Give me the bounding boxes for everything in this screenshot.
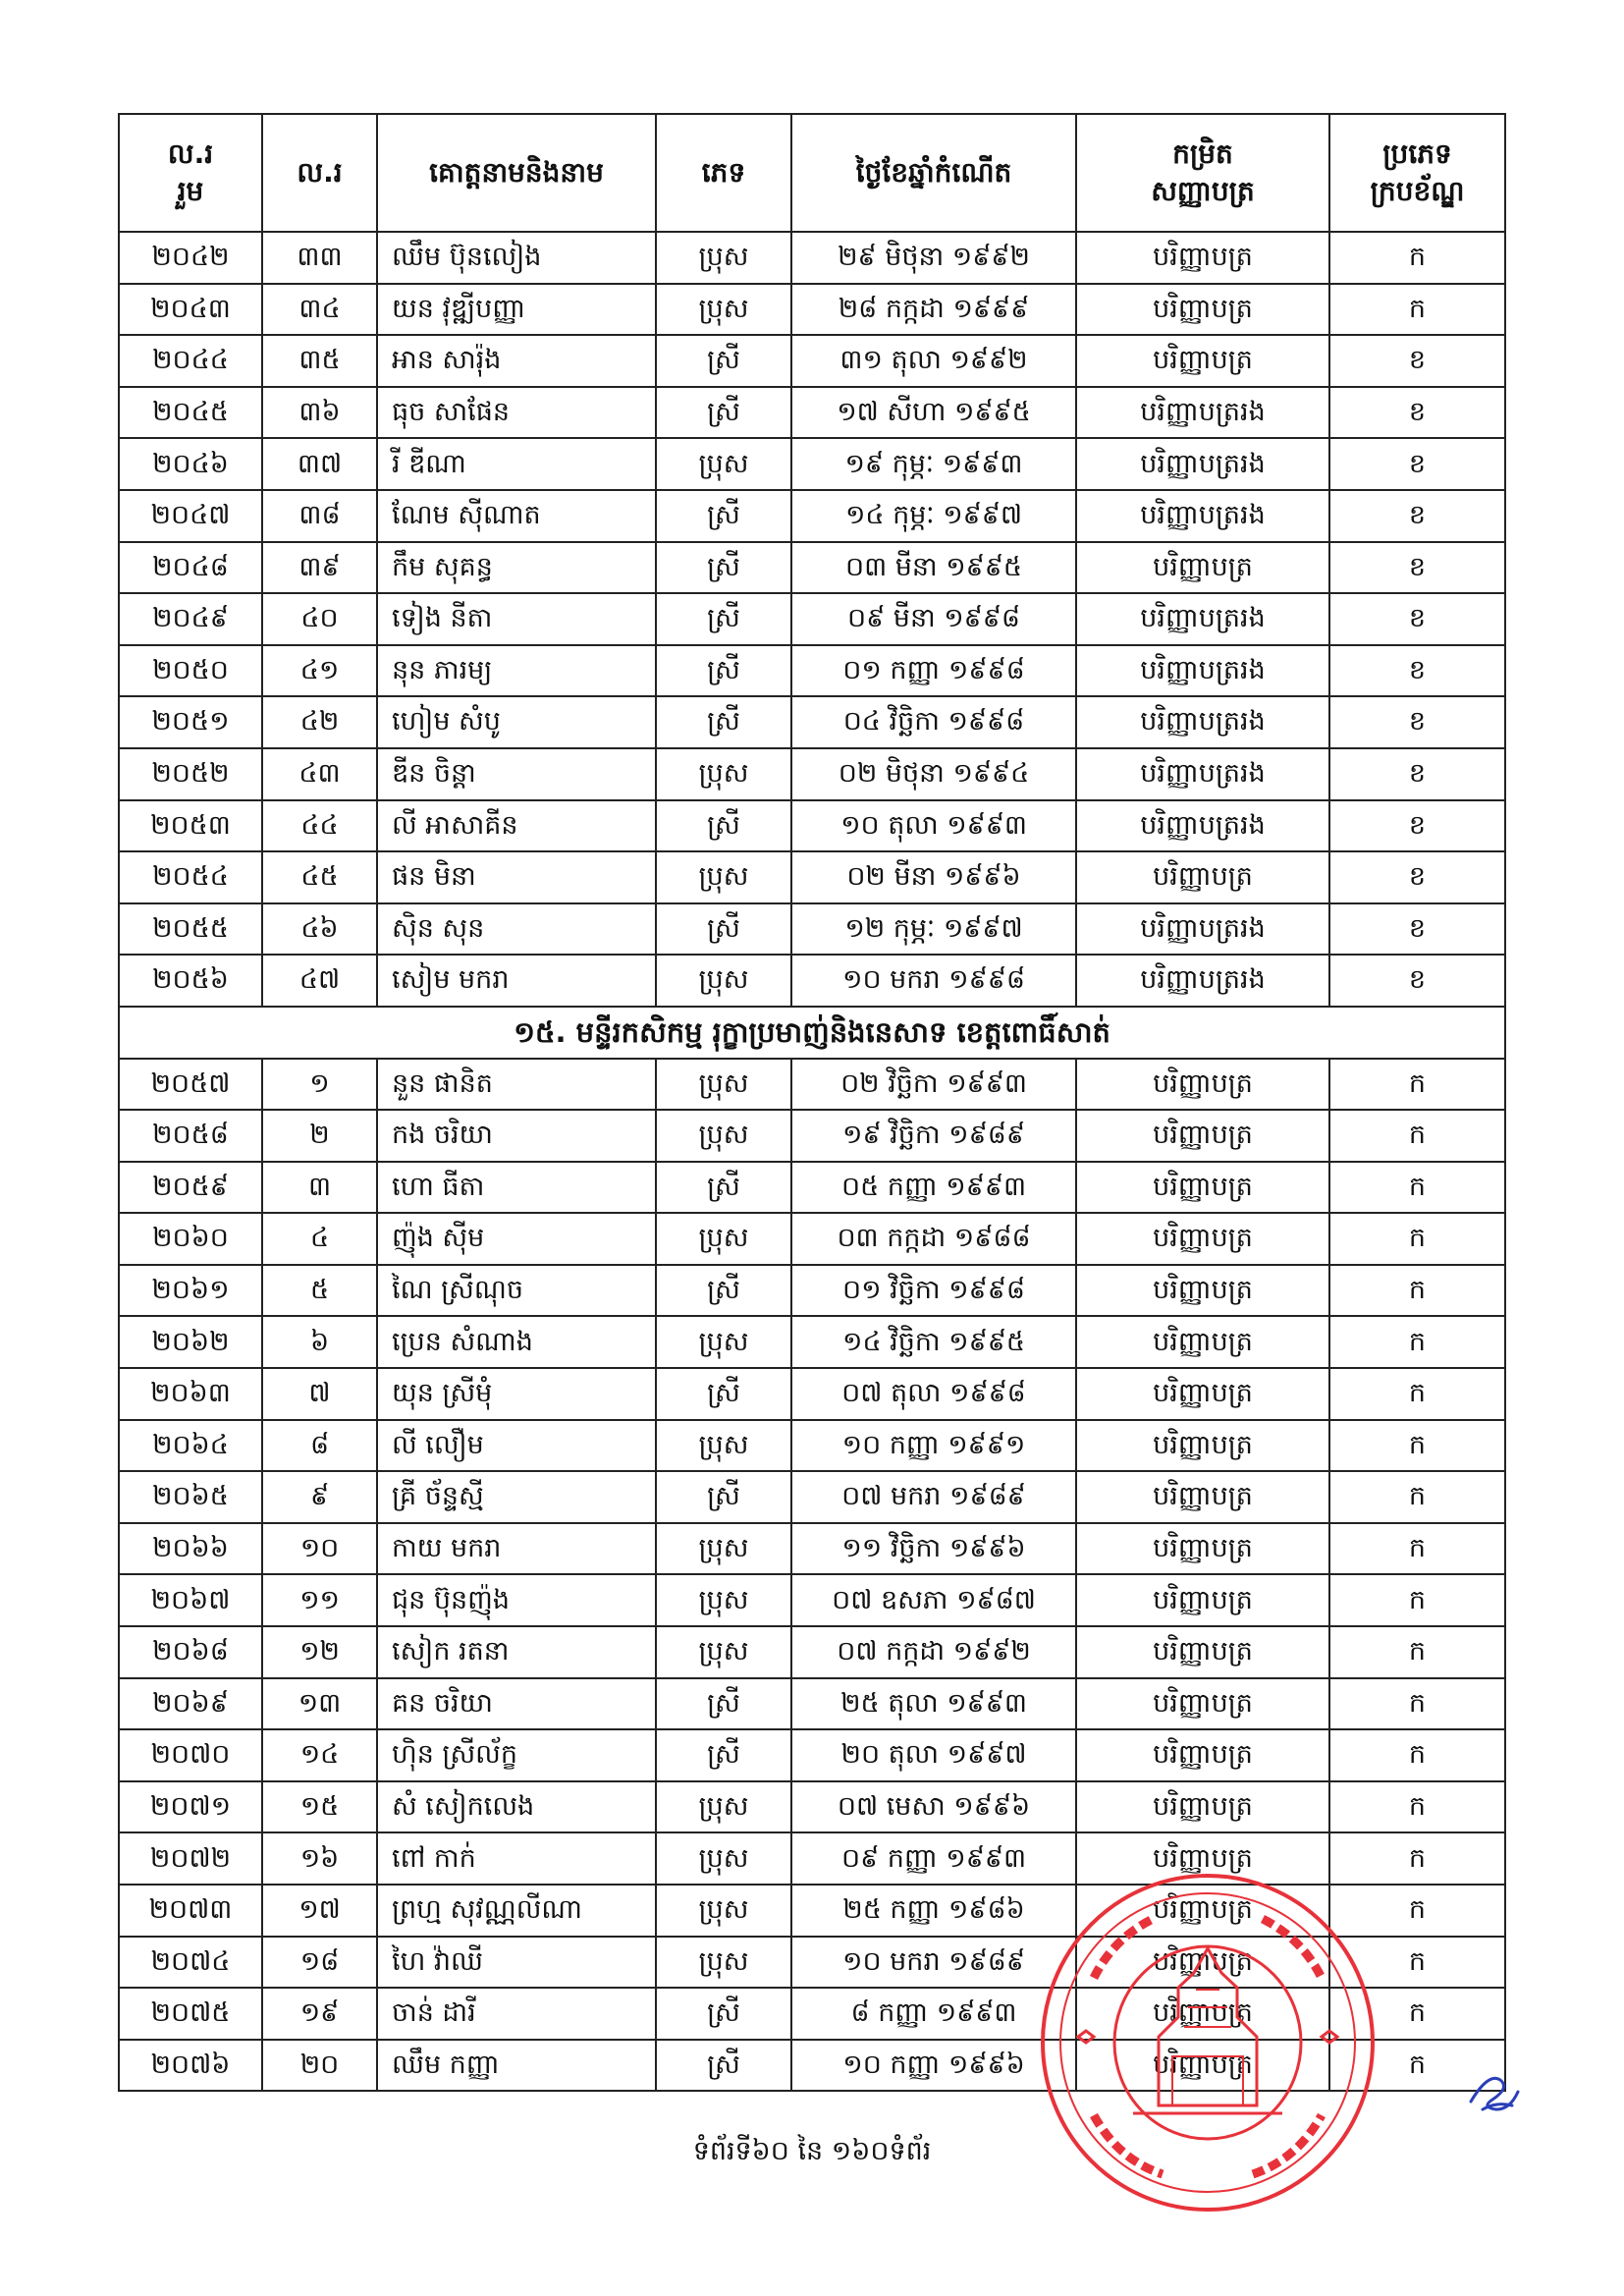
- cell-no: ២០: [262, 2040, 377, 2092]
- cell-name: នួន ផានិត: [377, 1059, 656, 1111]
- table-row: [119, 542, 1505, 594]
- section-row: [119, 1007, 1505, 1059]
- cell-name: រី ឌីណា: [377, 438, 656, 490]
- cell-category: ក: [1329, 1781, 1505, 1833]
- cell-category: ក: [1329, 284, 1505, 336]
- table-row: [119, 1316, 1505, 1368]
- cell-sex: ប្រុស: [656, 1420, 791, 1472]
- cell-name: គន ចរិយា: [377, 1678, 656, 1730]
- cell-overall-no: ២០៦៣: [119, 1368, 262, 1420]
- cell-overall-no: ២០៦១: [119, 1265, 262, 1317]
- cell-category: ក: [1329, 1937, 1505, 1989]
- cell-no: ៥: [262, 1265, 377, 1317]
- cell-birthdate: ១១ វិច្ឆិកា ១៩៩៦: [791, 1523, 1076, 1575]
- cell-degree: បរិញ្ញាបត្រ: [1076, 1420, 1329, 1472]
- cell-degree: បរិញ្ញាបត្ររង: [1076, 645, 1329, 697]
- section-title: ១៥. មន្ទីរកសិកម្ម រុក្ខាប្រមាញ់និងនេសាទ ខេត្តពោធិ៍សាត់: [119, 1007, 1505, 1059]
- cell-overall-no: ២០៦៩: [119, 1678, 262, 1730]
- cell-degree: បរិញ្ញាបត្រ: [1076, 1678, 1329, 1730]
- cell-sex: ប្រុស: [656, 1626, 791, 1678]
- cell-degree: បរិញ្ញាបត្រ: [1076, 2040, 1329, 2092]
- cell-category: ក: [1329, 1678, 1505, 1730]
- cell-sex: ប្រុស: [656, 851, 791, 903]
- cell-category: ក: [1329, 1420, 1505, 1472]
- cell-category: ខ: [1329, 542, 1505, 594]
- cell-birthdate: ២០ តុលា ១៩៩៧: [791, 1729, 1076, 1781]
- cell-overall-no: ២០៥៣: [119, 800, 262, 852]
- cell-no: ៦: [262, 1316, 377, 1368]
- cell-sex: ស្រី: [656, 387, 791, 439]
- cell-sex: ស្រី: [656, 1471, 791, 1523]
- cell-birthdate: ២៨ កក្កដា ១៩៩៩: [791, 284, 1076, 336]
- table-row: [119, 1523, 1505, 1575]
- cell-overall-no: ២០៥១: [119, 696, 262, 748]
- cell-birthdate: ៣១ តុលា ១៩៩២: [791, 335, 1076, 387]
- cell-overall-no: ២០៥៥: [119, 903, 262, 956]
- cell-no: ៣៦: [262, 387, 377, 439]
- cell-category: ខ: [1329, 903, 1505, 956]
- header-birthdate: ថ្ងៃខែឆ្នាំកំណើត: [791, 114, 1076, 232]
- cell-name: ហ៊ិន ស្រីល័ក្ខ: [377, 1729, 656, 1781]
- cell-overall-no: ២០៤៨: [119, 542, 262, 594]
- cell-category: ក: [1329, 1523, 1505, 1575]
- cell-sex: ប្រុស: [656, 1213, 791, 1265]
- cell-sex: ប្រុស: [656, 1110, 791, 1162]
- cell-no: ៣៥: [262, 335, 377, 387]
- cell-category: ក: [1329, 1988, 1505, 2040]
- cell-overall-no: ២០៧៤: [119, 1937, 262, 1989]
- cell-no: ៤២: [262, 696, 377, 748]
- cell-birthdate: ០៧ កក្កដា ១៩៩២: [791, 1626, 1076, 1678]
- cell-no: ១០: [262, 1523, 377, 1575]
- cell-name: ជុន ប៊ុនញ៉ុង: [377, 1574, 656, 1626]
- cell-name: កឹម សុគន្ធ: [377, 542, 656, 594]
- cell-no: ៣: [262, 1162, 377, 1214]
- cell-overall-no: ២០៧៣: [119, 1885, 262, 1937]
- cell-no: ៣៩: [262, 542, 377, 594]
- cell-sex: ប្រុស: [656, 284, 791, 336]
- cell-overall-no: ២០៤៧: [119, 490, 262, 542]
- table-row: [119, 438, 1505, 490]
- cell-birthdate: ០៣ កក្កដា ១៩៨៨: [791, 1213, 1076, 1265]
- cell-category: ក: [1329, 1162, 1505, 1214]
- table-row: [119, 335, 1505, 387]
- cell-name: លី លឿម: [377, 1420, 656, 1472]
- cell-no: ១៣: [262, 1678, 377, 1730]
- cell-overall-no: ២០៧២: [119, 1832, 262, 1885]
- cell-sex: ស្រី: [656, 1678, 791, 1730]
- cell-no: ១៧: [262, 1885, 377, 1937]
- cell-overall-no: ២០៥៤: [119, 851, 262, 903]
- cell-no: ៤១: [262, 645, 377, 697]
- cell-category: ក: [1329, 1574, 1505, 1626]
- cell-degree: បរិញ្ញាបត្រ: [1076, 1781, 1329, 1833]
- cell-birthdate: ១០ តុលា ១៩៩៣: [791, 800, 1076, 852]
- cell-no: ៤: [262, 1213, 377, 1265]
- cell-name: កង ចរិយា: [377, 1110, 656, 1162]
- cell-degree: បរិញ្ញាបត្រ: [1076, 1368, 1329, 1420]
- cell-overall-no: ២០៥៩: [119, 1162, 262, 1214]
- cell-sex: ស្រី: [656, 593, 791, 645]
- cell-category: ក: [1329, 2040, 1505, 2092]
- header-overall-no: ល.រ រួម: [119, 114, 262, 232]
- cell-birthdate: ០២ មិថុនា ១៩៩៤: [791, 748, 1076, 800]
- cell-name: ហៀម សំបូ: [377, 696, 656, 748]
- cell-overall-no: ២០៤៥: [119, 387, 262, 439]
- cell-no: ១២: [262, 1626, 377, 1678]
- cell-sex: ប្រុស: [656, 1832, 791, 1885]
- table-row: [119, 593, 1505, 645]
- cell-name: កាយ មករា: [377, 1523, 656, 1575]
- header-name: គោត្តនាមនិងនាម: [377, 114, 656, 232]
- cell-birthdate: ១៩ កុម្ភៈ ១៩៩៣: [791, 438, 1076, 490]
- cell-name: នុន ភារម្យ: [377, 645, 656, 697]
- cell-name: ពៅ កាក់: [377, 1832, 656, 1885]
- table-row: [119, 1574, 1505, 1626]
- cell-birthdate: ០៩ មីនា ១៩៩៨: [791, 593, 1076, 645]
- cell-birthdate: ០៧ ឧសភា ១៩៨៧: [791, 1574, 1076, 1626]
- cell-no: ៣៤: [262, 284, 377, 336]
- cell-sex: ស្រី: [656, 1265, 791, 1317]
- table-row: [119, 1781, 1505, 1833]
- cell-sex: ប្រុស: [656, 1574, 791, 1626]
- cell-sex: ស្រី: [656, 1729, 791, 1781]
- signature-mark: [1463, 2070, 1522, 2119]
- cell-birthdate: ២៥ តុលា ១៩៩៣: [791, 1678, 1076, 1730]
- cell-overall-no: ២០៧១: [119, 1781, 262, 1833]
- table-row: [119, 1626, 1505, 1678]
- cell-degree: បរិញ្ញាបត្ររង: [1076, 955, 1329, 1007]
- cell-category: ខ: [1329, 748, 1505, 800]
- cell-sex: ប្រុស: [656, 1781, 791, 1833]
- table-row: [119, 1678, 1505, 1730]
- cell-birthdate: ២៩ មិថុនា ១៩៩២: [791, 232, 1076, 284]
- table-row: [119, 1471, 1505, 1523]
- cell-category: ក: [1329, 1316, 1505, 1368]
- cell-overall-no: ២០៧៥: [119, 1988, 262, 2040]
- cell-no: ៧: [262, 1368, 377, 1420]
- cell-overall-no: ២០៦២: [119, 1316, 262, 1368]
- cell-name: ផន មិនា: [377, 851, 656, 903]
- cell-degree: បរិញ្ញាបត្រ: [1076, 284, 1329, 336]
- cell-sex: ស្រី: [656, 2040, 791, 2092]
- table-row: [119, 387, 1505, 439]
- cell-overall-no: ២០៥៨: [119, 1110, 262, 1162]
- cell-degree: បរិញ្ញាបត្ររង: [1076, 387, 1329, 439]
- cell-no: ១: [262, 1059, 377, 1111]
- cell-birthdate: ២៥ កញ្ញា ១៩៨៦: [791, 1885, 1076, 1937]
- cell-degree: បរិញ្ញាបត្រ: [1076, 1213, 1329, 1265]
- cell-name: ព្រហ្ម សុវណ្ណលីណា: [377, 1885, 656, 1937]
- cell-name: ទៀង នីតា: [377, 593, 656, 645]
- cell-name: ណៃ ស្រីណុច: [377, 1265, 656, 1317]
- cell-sex: ប្រុស: [656, 438, 791, 490]
- cell-sex: ប្រុស: [656, 1885, 791, 1937]
- cell-sex: ប្រុស: [656, 748, 791, 800]
- cell-name: អាន សារ៉ុង: [377, 335, 656, 387]
- cell-no: ៩: [262, 1471, 377, 1523]
- cell-no: ៤៥: [262, 851, 377, 903]
- cell-name: សៀក រតនា: [377, 1626, 656, 1678]
- cell-name: ណែម ស៊ីណាត: [377, 490, 656, 542]
- cell-degree: បរិញ្ញាបត្រ: [1076, 335, 1329, 387]
- table-row: [119, 1110, 1505, 1162]
- header-degree: កម្រិត សញ្ញាបត្រ: [1076, 114, 1329, 232]
- cell-birthdate: ១៩ វិច្ឆិកា ១៩៨៩: [791, 1110, 1076, 1162]
- table-row: [119, 490, 1505, 542]
- cell-degree: បរិញ្ញាបត្រ: [1076, 851, 1329, 903]
- cell-overall-no: ២០៦៧: [119, 1574, 262, 1626]
- cell-no: ១១: [262, 1574, 377, 1626]
- table-row: [119, 1059, 1505, 1111]
- cell-no: ៨: [262, 1420, 377, 1472]
- cell-degree: បរិញ្ញាបត្រ: [1076, 1937, 1329, 1989]
- table-row: [119, 1213, 1505, 1265]
- cell-name: ស៊ិន សុន: [377, 903, 656, 956]
- cell-degree: បរិញ្ញាបត្ររង: [1076, 438, 1329, 490]
- cell-birthdate: ០១ វិច្ឆិកា ១៩៩៨: [791, 1265, 1076, 1317]
- cell-category: ក: [1329, 232, 1505, 284]
- cell-sex: ស្រី: [656, 1988, 791, 2040]
- cell-category: ខ: [1329, 438, 1505, 490]
- table-header-row: [119, 114, 1505, 232]
- cell-name: គ្រី ច័ន្ទស្មី: [377, 1471, 656, 1523]
- header-no: ល.រ: [262, 114, 377, 232]
- cell-birthdate: ០១ កញ្ញា ១៩៩៨: [791, 645, 1076, 697]
- cell-birthdate: ០៧ តុលា ១៩៩៨: [791, 1368, 1076, 1420]
- cell-name: សៀម មករា: [377, 955, 656, 1007]
- cell-birthdate: ០៣ មីនា ១៩៩៥: [791, 542, 1076, 594]
- cell-overall-no: ២០៧០: [119, 1729, 262, 1781]
- cell-category: ខ: [1329, 593, 1505, 645]
- cell-birthdate: ០៩ កញ្ញា ១៩៩៣: [791, 1832, 1076, 1885]
- cell-birthdate: ១០ កញ្ញា ១៩៩១: [791, 1420, 1076, 1472]
- cell-sex: ប្រុស: [656, 1316, 791, 1368]
- cell-name: ប្រេន សំណាង: [377, 1316, 656, 1368]
- cell-no: ៣៣: [262, 232, 377, 284]
- official-seal: [1035, 1870, 1380, 2215]
- cell-birthdate: ៨ កញ្ញា ១៩៩៣: [791, 1988, 1076, 2040]
- cell-degree: បរិញ្ញាបត្រ: [1076, 1110, 1329, 1162]
- table-row: [119, 1265, 1505, 1317]
- cell-no: ៤០: [262, 593, 377, 645]
- cell-category: ក: [1329, 1059, 1505, 1111]
- table-row: [119, 903, 1505, 956]
- cell-no: ៤៧: [262, 955, 377, 1007]
- cell-no: ១៨: [262, 1937, 377, 1989]
- cell-sex: ស្រី: [656, 335, 791, 387]
- table-row: [119, 1729, 1505, 1781]
- cell-overall-no: ២០៦៨: [119, 1626, 262, 1678]
- cell-category: ខ: [1329, 851, 1505, 903]
- cell-sex: ស្រី: [656, 645, 791, 697]
- cell-overall-no: ២០៥២: [119, 748, 262, 800]
- cell-name: ឈឹម កញ្ញា: [377, 2040, 656, 2092]
- cell-overall-no: ២០៥៦: [119, 955, 262, 1007]
- cell-sex: ស្រី: [656, 1162, 791, 1214]
- cell-degree: បរិញ្ញាបត្ររង: [1076, 696, 1329, 748]
- cell-overall-no: ២០៤២: [119, 232, 262, 284]
- cell-overall-no: ២០៦៤: [119, 1420, 262, 1472]
- cell-sex: ប្រុស: [656, 955, 791, 1007]
- cell-category: ក: [1329, 1265, 1505, 1317]
- cell-overall-no: ២០៥០: [119, 645, 262, 697]
- cell-no: ២: [262, 1110, 377, 1162]
- staff-table: [118, 113, 1506, 2092]
- cell-name: ឌីន ចិន្តា: [377, 748, 656, 800]
- cell-category: ខ: [1329, 335, 1505, 387]
- cell-degree: បរិញ្ញាបត្រ: [1076, 1988, 1329, 2040]
- cell-degree: បរិញ្ញាបត្រ: [1076, 1885, 1329, 1937]
- header-sex: ភេទ: [656, 114, 791, 232]
- cell-overall-no: ២០៦០: [119, 1213, 262, 1265]
- cell-degree: បរិញ្ញាបត្រ: [1076, 1265, 1329, 1317]
- cell-name: ធុច សាផែន: [377, 387, 656, 439]
- cell-name: ហោ ធីតា: [377, 1162, 656, 1214]
- cell-name: យុន ស្រីមុំ: [377, 1368, 656, 1420]
- table-row: [119, 1162, 1505, 1214]
- cell-name: យន វុឌ្ឍីបញ្ញា: [377, 284, 656, 336]
- cell-sex: ស្រី: [656, 490, 791, 542]
- cell-no: ៤៣: [262, 748, 377, 800]
- cell-no: ៣៧: [262, 438, 377, 490]
- cell-degree: បរិញ្ញាបត្រ: [1076, 1316, 1329, 1368]
- table-row: [119, 232, 1505, 284]
- cell-birthdate: ០២ វិច្ឆិកា ១៩៩៣: [791, 1059, 1076, 1111]
- cell-degree: បរិញ្ញាបត្ររង: [1076, 903, 1329, 956]
- table-row: [119, 696, 1505, 748]
- cell-birthdate: ១៤ វិច្ឆិកា ១៩៩៥: [791, 1316, 1076, 1368]
- header-category: ប្រភេទ ក្របខ័ណ្ឌ: [1329, 114, 1505, 232]
- cell-name: សំ សៀកលេង: [377, 1781, 656, 1833]
- cell-birthdate: ១២ កុម្ភៈ ១៩៩៧: [791, 903, 1076, 956]
- cell-degree: បរិញ្ញាបត្ររង: [1076, 490, 1329, 542]
- cell-category: ខ: [1329, 645, 1505, 697]
- cell-no: ៣៨: [262, 490, 377, 542]
- cell-category: ក: [1329, 1471, 1505, 1523]
- cell-degree: បរិញ្ញាបត្រ: [1076, 232, 1329, 284]
- table-row: [119, 1368, 1505, 1420]
- cell-degree: បរិញ្ញាបត្រ: [1076, 542, 1329, 594]
- cell-overall-no: ២០៤៩: [119, 593, 262, 645]
- cell-birthdate: ០៤ វិច្ឆិកា ១៩៩៨: [791, 696, 1076, 748]
- cell-category: ក: [1329, 1729, 1505, 1781]
- table-row: [119, 800, 1505, 852]
- cell-overall-no: ២០៦៦: [119, 1523, 262, 1575]
- cell-category: ខ: [1329, 800, 1505, 852]
- cell-category: ក: [1329, 1832, 1505, 1885]
- cell-degree: បរិញ្ញាបត្រ: [1076, 1471, 1329, 1523]
- cell-no: ១៦: [262, 1832, 377, 1885]
- cell-degree: បរិញ្ញាបត្ររង: [1076, 593, 1329, 645]
- cell-sex: ប្រុស: [656, 1937, 791, 1989]
- cell-category: ក: [1329, 1213, 1505, 1265]
- table-row: [119, 645, 1505, 697]
- cell-name: ញ៉ុង ស៊ីម: [377, 1213, 656, 1265]
- cell-birthdate: ០៧ មករា ១៩៨៩: [791, 1471, 1076, 1523]
- cell-no: ១៤: [262, 1729, 377, 1781]
- cell-no: ៤៤: [262, 800, 377, 852]
- cell-degree: បរិញ្ញាបត្រ: [1076, 1729, 1329, 1781]
- table-row: [119, 955, 1505, 1007]
- cell-sex: ប្រុស: [656, 1523, 791, 1575]
- cell-overall-no: ២០៦៥: [119, 1471, 262, 1523]
- cell-birthdate: ១០ មករា ១៩៨៩: [791, 1937, 1076, 1989]
- cell-sex: ស្រី: [656, 1368, 791, 1420]
- cell-sex: ស្រី: [656, 903, 791, 956]
- cell-degree: បរិញ្ញាបត្ររង: [1076, 748, 1329, 800]
- cell-no: ១៩: [262, 1988, 377, 2040]
- page-number: ទំព័រទី៦០ នៃ ១៦០ទំព័រ: [692, 2136, 932, 2166]
- cell-degree: បរិញ្ញាបត្រ: [1076, 1626, 1329, 1678]
- cell-overall-no: ២០៧៦: [119, 2040, 262, 2092]
- cell-birthdate: ០២ មីនា ១៩៩៦: [791, 851, 1076, 903]
- cell-category: ក: [1329, 1110, 1505, 1162]
- cell-category: ខ: [1329, 955, 1505, 1007]
- cell-category: ក: [1329, 1368, 1505, 1420]
- cell-name: ឈឹម ប៊ុនលៀង: [377, 232, 656, 284]
- table-row: [119, 284, 1505, 336]
- table-row: [119, 748, 1505, 800]
- cell-birthdate: ១០ កញ្ញា ១៩៩៦: [791, 2040, 1076, 2092]
- cell-name: ចាន់ ដារី: [377, 1988, 656, 2040]
- cell-category: ខ: [1329, 387, 1505, 439]
- cell-degree: បរិញ្ញាបត្រ: [1076, 1523, 1329, 1575]
- cell-degree: បរិញ្ញាបត្ររង: [1076, 800, 1329, 852]
- cell-sex: ស្រី: [656, 800, 791, 852]
- cell-degree: បរិញ្ញាបត្រ: [1076, 1574, 1329, 1626]
- cell-sex: ស្រី: [656, 696, 791, 748]
- cell-no: ១៥: [262, 1781, 377, 1833]
- cell-birthdate: ១៤ កុម្ភៈ ១៩៩៧: [791, 490, 1076, 542]
- cell-category: ក: [1329, 1626, 1505, 1678]
- cell-sex: ប្រុស: [656, 232, 791, 284]
- document-sheet: [118, 113, 1506, 2092]
- cell-overall-no: ២០៤៦: [119, 438, 262, 490]
- cell-degree: បរិញ្ញាបត្រ: [1076, 1162, 1329, 1214]
- cell-birthdate: ១០ មករា ១៩៩៨: [791, 955, 1076, 1007]
- cell-sex: ស្រី: [656, 542, 791, 594]
- cell-overall-no: ២០៤៤: [119, 335, 262, 387]
- table-row: [119, 1420, 1505, 1472]
- cell-category: ក: [1329, 1885, 1505, 1937]
- cell-name: លី អាសាគីន: [377, 800, 656, 852]
- cell-birthdate: ០៥ កញ្ញា ១៩៩៣: [791, 1162, 1076, 1214]
- cell-degree: បរិញ្ញាបត្រ: [1076, 1059, 1329, 1111]
- cell-sex: ប្រុស: [656, 1059, 791, 1111]
- cell-birthdate: ១៧ សីហា ១៩៩៥: [791, 387, 1076, 439]
- cell-degree: បរិញ្ញាបត្រ: [1076, 1832, 1329, 1885]
- table-row: [119, 851, 1505, 903]
- cell-name: ហៃ វ៉ាឈី: [377, 1937, 656, 1989]
- cell-overall-no: ២០៥៧: [119, 1059, 262, 1111]
- cell-category: ខ: [1329, 490, 1505, 542]
- cell-no: ៤៦: [262, 903, 377, 956]
- cell-category: ខ: [1329, 696, 1505, 748]
- cell-birthdate: ០៧ មេសា ១៩៩៦: [791, 1781, 1076, 1833]
- cell-overall-no: ២០៤៣: [119, 284, 262, 336]
